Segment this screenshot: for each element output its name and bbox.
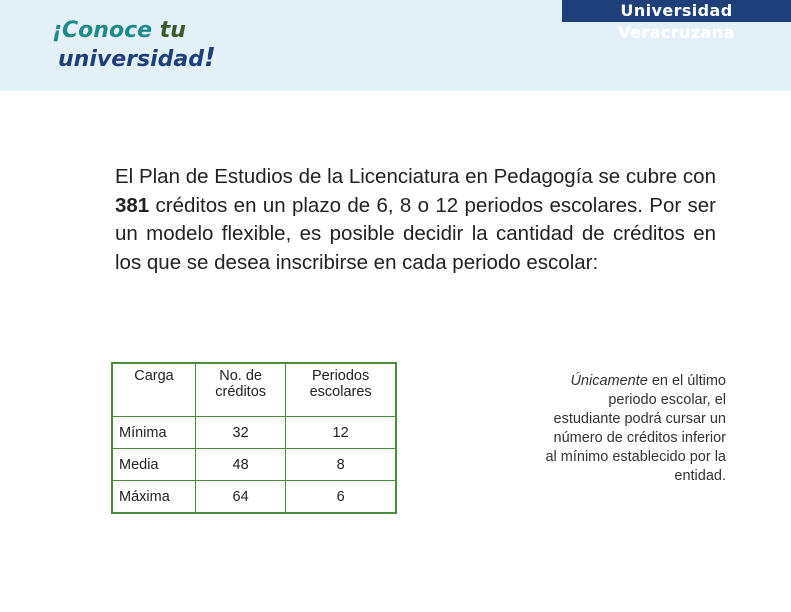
logo-universidad-text: universidad: [58, 47, 204, 72]
cell-periodos: 12: [286, 417, 396, 449]
logo-tu-text: tu: [159, 18, 186, 43]
cell-creditos: 48: [196, 449, 286, 481]
table-row: [112, 449, 396, 481]
credits-table: [111, 362, 397, 514]
cell-carga: Máxima: [112, 481, 196, 514]
table-row: [112, 417, 396, 449]
cell-periodos: 6: [286, 481, 396, 514]
table-header-row: [112, 363, 396, 417]
cell-creditos: 64: [196, 481, 286, 514]
conoce-tu-universidad-logo: [52, 16, 216, 73]
logo-exclamation: !: [203, 43, 216, 73]
logo-conoce-text: ¡Conoce: [52, 18, 160, 43]
intro-paragraph: [115, 163, 716, 277]
last-period-note: [540, 372, 726, 486]
intro-text-part2: créditos en un plazo de 6, 8 o 12 periodos escolares. Por ser un modelo flexible, es posible decidir la cantidad de créditos en los que se desea inscribirse en cada periodo escolar:: [115, 193, 716, 274]
logo-line2: [58, 43, 216, 73]
cell-creditos: 32: [196, 417, 286, 449]
note-text: en el último periodo escolar, el estudiante podrá cursar un número de créditos inferior al mínimo establecido por la entidad.: [545, 373, 726, 484]
header-carga: Carga: [112, 363, 196, 417]
cell-carga: Media: [112, 449, 196, 481]
table-row: [112, 481, 396, 514]
header-creditos: No. de créditos: [196, 363, 286, 417]
intro-text-part1: El Plan de Estudios de la Licenciatura en Pedagogía se cubre con: [115, 165, 716, 188]
logo-line1: [52, 18, 186, 43]
note-first-word: Únicamente: [570, 373, 648, 389]
header-periodos: Periodos escolares: [286, 363, 396, 417]
cell-periodos: 8: [286, 449, 396, 481]
cell-carga: Mínima: [112, 417, 196, 449]
universidad-veracruzana-brand: Universidad Veracruzana: [562, 0, 791, 22]
total-credits-value: 381: [115, 193, 150, 217]
